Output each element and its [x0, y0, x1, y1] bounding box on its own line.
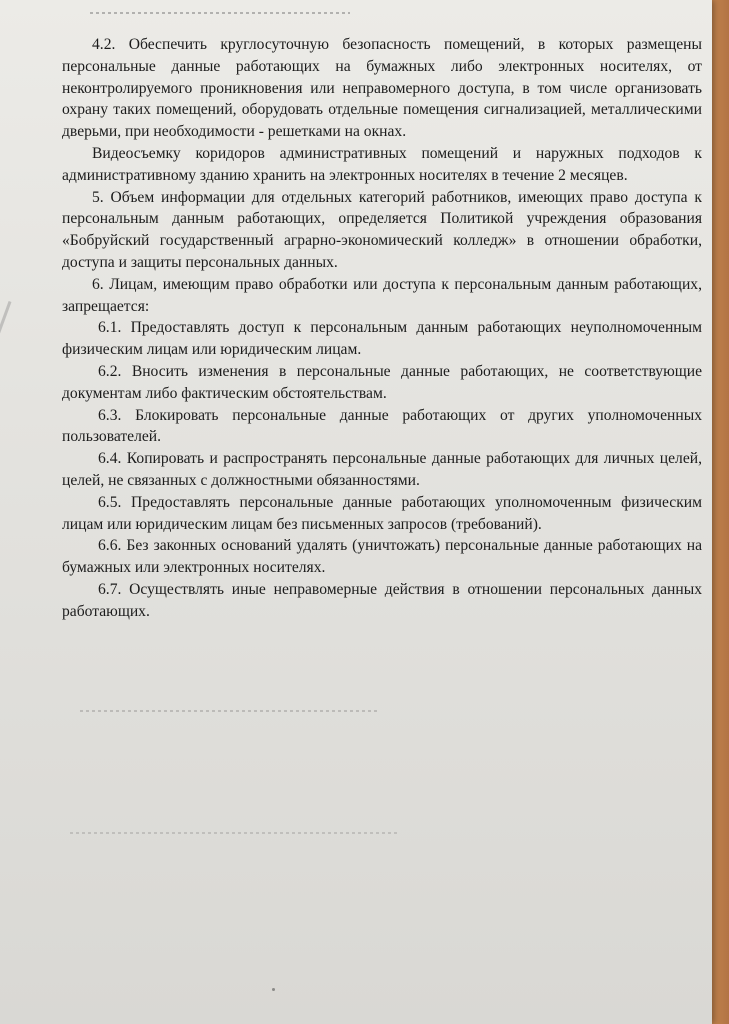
- document-body: [62, 34, 702, 623]
- scan-artifact: [70, 832, 400, 834]
- paragraph-6-6: 6.6. Без законных оснований удалять (уничтожать) персональные данные работающих на бумажных или электронных носителях.: [62, 537, 702, 577]
- paragraph-5: 5. Объем информации для отдельных категорий работников, имеющих право доступа к персональным данным работающих, определяется Политикой учреждения образования «Бобруйский государственный аграрно-экономический колледж» в отношении обработки, доступа и защиты персональных данных.: [62, 188, 702, 271]
- paragraph-4-2: 4.2. Обеспечить круглосуточную безопасность помещений, в которых размещены персональные данные работающих на бумажных либо электронных носителях, от неконтролируемого проникновения или неправомерного доступа, в том числе организовать охрану таких помещений, оборудовать отдельные помещения сигнализацией, металлическими дверьми, при необходимости - решетками на окнах.: [62, 36, 702, 141]
- paragraph-6-7: 6.7. Осуществлять иные неправомерные действия в отношении персональных данных работающих.: [62, 580, 702, 620]
- paragraph-6-1: 6.1. Предоставлять доступ к персональным данным работающих неуполномоченным физическим лицам или юридическим лицам.: [62, 319, 702, 359]
- paragraph-6-5: 6.5. Предоставлять персональные данные работающих уполномоченным физическим лицам или юридическим лицам без письменных запросов (требований).: [62, 493, 702, 533]
- paragraph-6: 6. Лицам, имеющим право обработки или доступа к персональным данным работающих, запрещается:: [62, 275, 702, 315]
- scan-artifact: [90, 12, 350, 14]
- paragraph-6-4: 6.4. Копировать и распространять персональные данные работающих для личных целей, целей, не связанных с должностными обязанностями.: [62, 450, 702, 489]
- paragraph-6-3: 6.3. Блокировать персональные данные работающих от других уполномоченных пользователей.: [62, 406, 702, 446]
- paragraph-6-2: 6.2. Вносить изменения в персональные данные работающих, не соответствующие документам либо фактическим обстоятельствам.: [62, 362, 702, 402]
- paper-speck: [272, 988, 275, 991]
- paper-crease: [0, 301, 11, 349]
- scan-artifact: [80, 710, 380, 712]
- paragraph-video-storage: Видеосъемку коридоров административных помещений и наружных подходов к административному зданию хранить на электронных носителях в течение 2 месяцев.: [62, 144, 702, 184]
